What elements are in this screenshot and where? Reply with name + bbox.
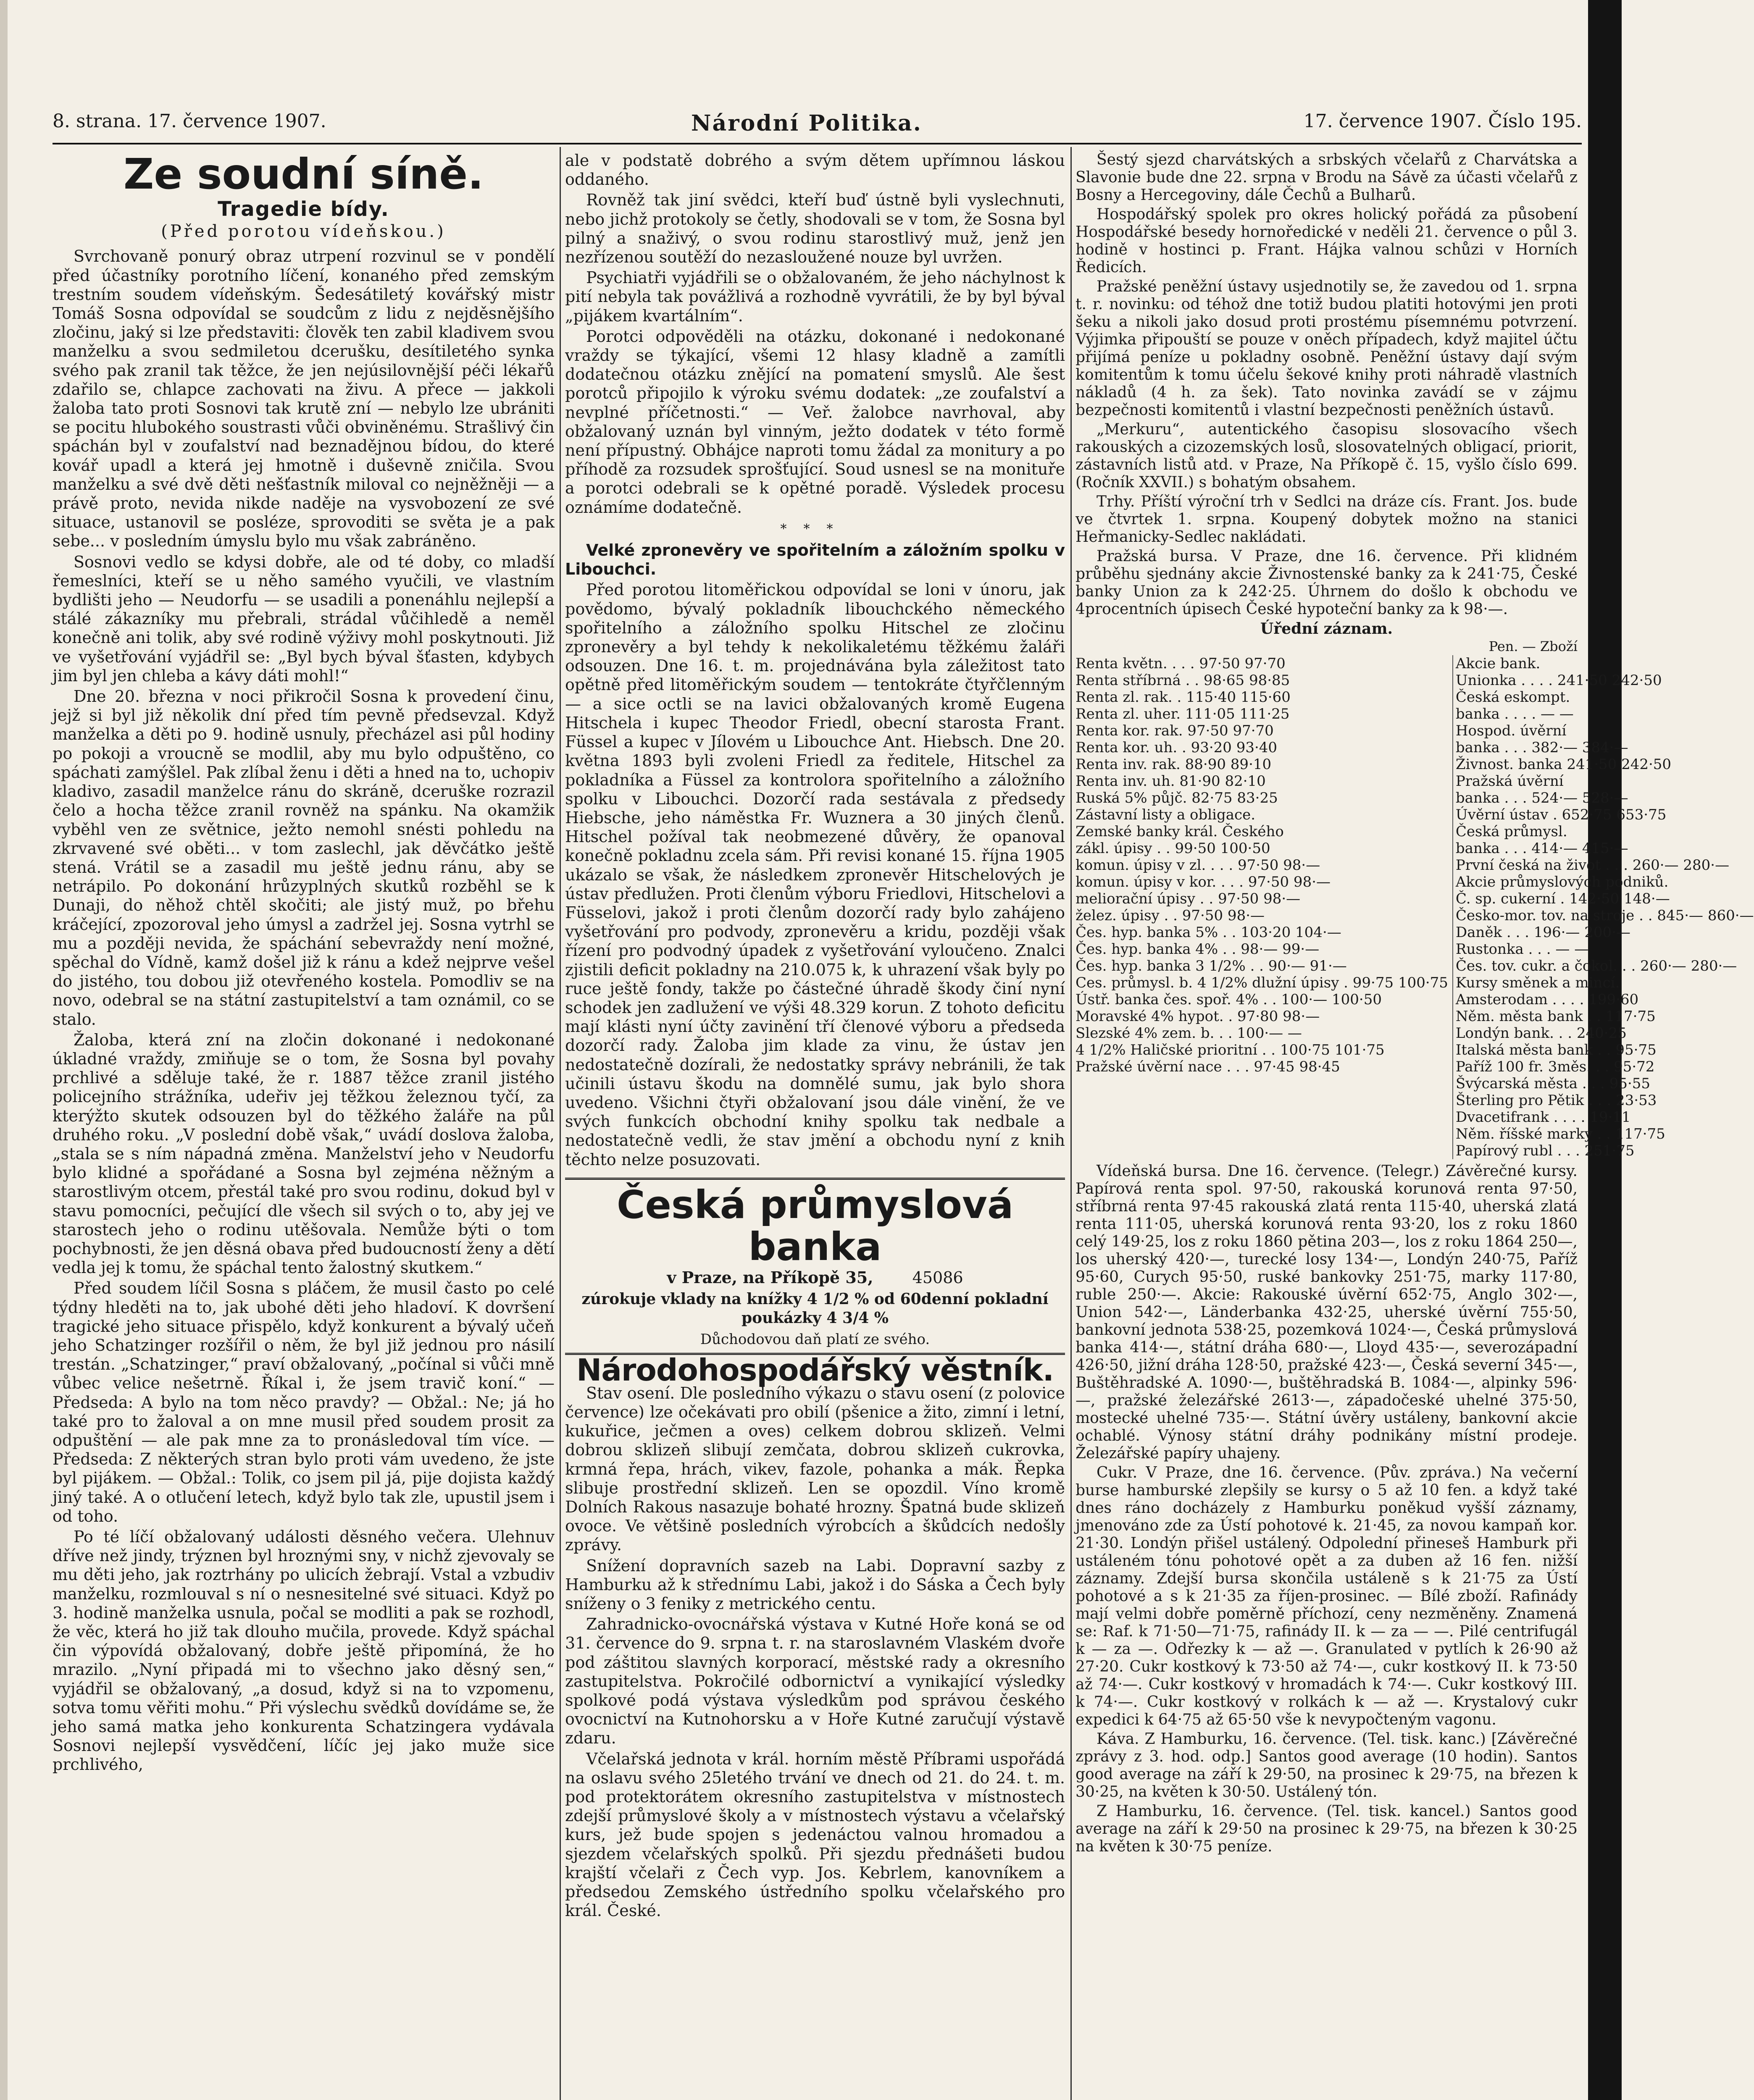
page-header	[53, 107, 1582, 141]
article-title: Tragedie bídy.	[218, 197, 389, 221]
stock-table-cell: Paříž 100 fr. 3měs. . . 95·72	[1452, 1058, 1754, 1075]
stock-table-cell: banka . . . 414·— 415·—	[1452, 840, 1754, 857]
column-3	[1076, 151, 1754, 2100]
bank-ad-address	[565, 1268, 1065, 1287]
bank-ad-rates: zúrokuje vklady na knížky 4 1/2 % od 60denní pokladní poukázky 4 3/4 %	[581, 1290, 1049, 1327]
paragraph: Rovněž tak jiní svědci, kteří buď ústně byli vyslechnuti, nebo jichž protokoly se četly, shodovali se v tom, že Sosna byl pilný a snaživý, o svou rodinu starostlivý muž, jenž jen nezřízenou soutěží do nezasloužené nouze byl uvržen.	[565, 191, 1065, 267]
header-right: 17. července 1907. Číslo 195.	[1303, 110, 1582, 132]
header-left: 8. strana. 17. července 1907.	[53, 110, 326, 132]
stock-table-cell: Moravské 4% hypot. . 97·80 98·—	[1076, 1008, 1320, 1025]
stock-table-cell: Slezské 4% zem. b. . . 100·— —	[1076, 1025, 1302, 1042]
stock-table-cell: Něm. města bank . . 117·75	[1452, 1008, 1754, 1025]
stock-table-cell: Úvěrní ústav . 652·75 653·75	[1452, 806, 1754, 823]
stock-table-cell: Zemské banky král. Českého	[1076, 823, 1284, 840]
paragraph: Hospodářský spolek pro okres holický pořádá za působení Hospodářské besedy hornoředické v neděli 21. července o půl 3. hodině v hostinci p. Frant. Hájka valnou schůzi v Horních Ředicích.	[1076, 206, 1578, 276]
stock-table-cell: zákl. úpisy . . 99·50 100·50	[1076, 840, 1270, 857]
header-rule	[53, 143, 1582, 144]
paragraph: Porotci odpověděli na otázku, dokonané i nedokonané vraždy se týkající, všemi 12 hlasy kladně a zamítli dodatečnou otázku znějící na pomatení smyslů. Ale šest porotců připojilo k výroku svému dodatek: „ze zoufalství a nevplné příčetnosti.“ — Veř. žalobce navrhoval, aby obžalovaný uznán byl vinným, ježto dodatek v této formě není přípustný. Obhájce naproti tomu žádal za moniturу a po příhodě za rozsudek sprošťující. Soud usnesl se na monituře a porotci odebrali se k opětné poradě. Výsledek procesu oznámíme dodatečně.	[565, 327, 1065, 517]
stock-table-cell: Živnost. banka 241·50 242·50	[1452, 756, 1754, 773]
article-title: Velké zpronevěry ve spořitelním a záložním spolku v Libouchci.	[565, 541, 1065, 579]
paragraph: Po té líčí obžalovaný události děsného večera. Ulehnuv dříve než jindy, trýznen byl hroznými sny, v nichž zjevovaly se mu děti jeho, jak roztrhány po ulicích žebrají. Vstal a vzbudiv manželku, rozmlouval s ní o nesnesitelné své situaci. Když po 3. hodině manželka usnula, počal se modliti a pak se rozhodl, že věc, která ho již tak dlouho mučila, provede. Když spáchal čin výpovídá obžalovaný, dobře ještě připomíná, že ho mrazilo. „Nyní připadá mi to všechno jako děsný sen,“ vyjádřil se obžalovaný, „a dosud, když si na to vzpomenu, sotva tomu věřiti mohu.“ Při výslechu svědků dovídáme se, že jeho samá matka jeho konkurenta Schatzingera vydávala Sosnovi nejlepší vysvědčení, líčíc jej jako muže sice prchlivého,	[53, 1528, 555, 1774]
economic-section-title: Národohospodářský věstník.	[576, 1352, 1054, 1388]
stock-table-cell: Renta květn. . . . 97·50 97·70	[1076, 655, 1286, 672]
stock-table-cell: Č. sp. cukerní . 142·50 148·—	[1452, 890, 1754, 907]
masthead-title: Národní Politika.	[691, 110, 922, 136]
scan-left-edge	[0, 0, 8, 2100]
stock-table-cell: Renta kor. rak. 97·50 97·70	[1076, 722, 1274, 739]
stock-table-cell: Renta inv. uh. 81·90 82·10	[1076, 773, 1266, 790]
stock-table-cell: meliorační úpisy . . 97·50 98·—	[1076, 890, 1301, 907]
paragraph: Vídeňská bursa. Dne 16. července. (Telegr.) Závěrečné kursy. Papírová renta spol. 97·50, rakouská korunová renta 97·50, stříbrná renta 97·45 rakouská zlatá renta 115·40, uherská zlatá renta 111·05, uherská korunová renta 93·20, los z roku 1860 celý 149·25, los z roku 1860 pětina 203—, los z roku 1864 250—, los uherský 420·—, turecké losy 134·—, Londýn 240·75, Paříž 95·60, Curych 95·50, ruské bankovky 251·75, marky 117·80, ruble 250·—. Akcie: Rakouské úvěrní 652·75, Anglo 302·—, Union 542·—, Länderbanka 432·25, uherské úvěrní 755·50, bankovní jednota 538·25, pozemková 1024·—, Česká průmyslová banka 414·—, státní dráha 680·—, Lloyd 435·—, severozápadní 426·50, jižní dráha 128·50, pražské 423·—, Česká severní 345·—, Buštěhradské A. 1090·—, buštěhradská B. 1084·—, alpinky 596·—, pražské železářské 2613·—, západočeské uhelné 375·50, mostecké uhelné 735·—. Státní úvěry ustáleny, bankovní akcie ochablé. Výnosy státní dráhy podnikány místní prodeje. Železářské papíry uhajeny.	[1076, 1163, 1578, 1462]
stock-table-cell: Něm. říšské marky . . 117·75	[1452, 1126, 1754, 1142]
stock-table-cell	[1076, 1126, 1448, 1142]
paragraph: Pražská bursa. V Praze, dne 16. července. Při klidném průběhu sjednány akcie Živnostenské banky za k 241·75, České banky Union za k 242·25. Úhrnem do došlo k obchodu ve 4procentních úpisech České hypoteční banky za k 98·—.	[1076, 548, 1578, 618]
stock-table-cell: Akcie bank.	[1452, 655, 1754, 672]
stock-table-cell: Renta zl. uher. 111·05 111·25	[1076, 706, 1290, 722]
stock-table-cell: Renta inv. rak. 88·90 89·10	[1076, 756, 1272, 773]
paragraph: „Merkuru“, autentického časopisu slosovacího všech rakouských a cizozemských losů, slosovatelných obligací, priorit, zástavních listů atd. v Praze, Na Příkopě č. 15, vyšlo číslo 699. (Ročník XXVII.) s bohatým obsahem.	[1076, 421, 1578, 491]
paragraph: ale v podstatě dobrého a svým dětem upřímnou láskou oddaného.	[565, 151, 1065, 189]
stock-table-cell: Amsterodam . . . . 199·60	[1452, 991, 1754, 1008]
stock-table-cell: První česká na život . . . 260·— 280·—	[1452, 857, 1754, 874]
paragraph: Před porotou litoměřickou odpovídal se loni v únoru, jak povědomo, bývalý pokladník libouchckého německého spořitelního a záložního spolku Hitschel ze zločinu zpronevěry a byl tehdy k nekolikaletému těžkému žaláři odsouzen. Dne 16. t. m. projednávána byla záležitost tato opětně před litoměřickým soudem — tentokráte čtyřčlenným — a sice octli se na lavici obžalovaných kromě Eugena Hitschela i kupec Theodor Friedl, obecní starosta Frant. Füssel a kupec v Jílovém u Libouchce Ant. Hiebsch. Dne 20. května 1893 byli zvoleni Friedl za ředitele, Hitschel za pokladníka a Füssel za kontrolora spořitelního a záložního spolku v Libouchci. Dozorčí rada sestávala z předsedy Hiebsche, jeho náměstka Fr. Wuznera a 30 jiných členů. Hitschel požíval tak neobmezené důvěry, že opanoval konečně pokladnu zcela sám. Při revisi konané 15. října 1905 ukázalo se však, že následkem zpronevěr Hitschelových je ústav předlužen. Proti členům výboru Friedlovi, Hitschelovi a Füsselovi, jakož i proti členům dozorčí rady bylo zahájeno vyšetřování pro podvody, zpronevěru a kridu, později však řízení pro podvodný úpadek z vyšetřování vyloučeno. Znalci zjistili deficit pokladny na 210.075 k, k uhrazení však byly po ruce ještě fondy, takže po částečné úhradě škody činí nyní schodek jen zadlužení ve výši 48.329 korun. Z tohoto deficitu mají klásti nyní účty zavinění tří členové výboru a předseda dozorčí rady. Žaloba jim klade za vinu, že ústav jen nedostatečně dozírali, že nedostatky správy nebránili, že tak učinili ústavu škodu na domnělé sumu, jak bylo shora uvedeno. Všichni čtyři obžalovaní jsou dále vinění, že ve svých funkcích obchodní knihy spolku tak nedbale a nedostatečně vedli, že stav jmění a obchodu nyní z knih těchto nelze posuzovati.	[565, 580, 1065, 1169]
column-1	[53, 151, 555, 2100]
separator-stars: ***	[780, 521, 850, 536]
stock-table-column-head: Pen. — Zboží	[1488, 638, 1578, 654]
stock-table-cell: Unionka . . . . 241·50 242·50	[1452, 672, 1754, 689]
stock-table-cell: Pražské úvěrní nace . . . 97·45 98·45	[1076, 1058, 1340, 1075]
stock-table-cell: banka . . . 382·— 384·—	[1452, 739, 1754, 756]
stock-table-cell: Renta kor. uh. . 93·20 93·40	[1076, 739, 1278, 756]
stock-table-cell	[1076, 1142, 1448, 1159]
stock-table-cell: banka . . . . — —	[1452, 706, 1754, 722]
stock-table-cell: Čes. hyp. banka 3 1/2% . . 90·— 91·—	[1076, 958, 1347, 974]
column-divider	[1070, 147, 1072, 2100]
paragraph: Sosnovi vedlo se kdysi dobře, ale od té doby, co mladší řemeslníci, kteří se u něho samého vyučili, ve vlastním bydlišti jeho — Neudorfu — se usadili a ponenáhlu nejlepší a stálé zákazníky mu přebrali, strádal vůčihledě a neměl konečně ani tolik, aby své rodině výživy mohl poskytnouti. Již ve vyšetřování vyjádřil se: „Byl bych býval šťasten, kdybych jim byl jen chleba a kávy dáti mohl!“	[53, 552, 555, 685]
stock-table-cell: Ruská 5% půjč. 82·75 83·25	[1076, 790, 1278, 806]
stock-table-cell: Čes. tov. cukr. a čokol. . . 260·— 280·—	[1452, 958, 1754, 974]
paragraph: Pražské peněžní ústavy usjednotily se, že zavedou od 1. srpna t. r. novinku: od téhož dne totiž budou platiti hotovými jen proti šeku a nikoli jako dosud proti prostému písemnému potvrzení. Výjimka připouští se pouze v oněch případech, když majitel účtu přijímá peníze u pokladny osobně. Peněžní ústavy dají svým komitentům k tomu účelu šekové knihy proti náhradě vlastních nákladů (4 h. za šek). Tato novinka zavádí se v zájmu bezpečnosti komitentů i vlastní bezpečnosti peněžních ústavů.	[1076, 278, 1578, 419]
paragraph: Šestý sjezd charvátských a srbských včelařů z Charvátska a Slavonie bude dne 22. srpna v Brodu na Sávě za účasti včelařů z Bosny a Hercegoviny, dále Čechů a Bulharů.	[1076, 151, 1578, 204]
stock-table-cell: Akcie průmyslových podniků.	[1452, 874, 1754, 890]
stock-table-cell: Daněk . . . 196·— 200·—	[1452, 924, 1754, 941]
stock-table-cell: Kursy směnek a mincí.	[1452, 974, 1754, 991]
paragraph: Cukr. V Praze, dne 16. července. (Pův. zpráva.) Na večerní burse hamburské zlepšily se kursy o 5 až 10 fen. a když také dnes ráno docházely z Hamburku poněkud vyšší záznamy, jmenováno zde za Ústí pohotové k. 21·45, za novou kampaň kor. 21·30. Londýn přišel ustálený. Odpolední přineseš Hamburk při ustáleném tónu pohotové opět a za duben až 16 fen. nižší záznamy. Zdejší bursa skončila ustáleně s k 21·75 za Ústí pohotové a s k 21·35 za říjen-prosinec. — Bílé zboží. Rafinády mají velmi dobře poměrně příchozí, ceny nezměněny. Znamená se: Raf. k 71·50—71·75, rafinády II. k — za — —. Pilé centrifugál k — za —. Odřezky k — až —. Granulated v pytlích k 26·90 až 27·20. Cukr kostkový k 73·50 až 74·—, cukr kostkový II. k 73·50 až 74·—. Cukr kostkový v hromadách k 74·—. Cukr kostkový III. k 74·—. Cukr kostkový v rolkách k — až —. Krystalový cukr expedici k 64·75 až 65·50 vše k nevypočteným vagonu.	[1076, 1464, 1578, 1728]
paragraph: Zahradnicko-ovocnářská výstava v Kutné Hoře koná se od 31. července do 9. srpna t. r. na staroslavném Vlaském dvoře pod záštitou slavných korporací, městské rady a okresního zastupitelstva. Pokročilé odbornictví a vynikající výsledky spolkové podá výstava výsledkům pod správou českého ovocnictví na Kutnohorsku a v Hoře Kutné zaručují výstavě zdaru.	[565, 1615, 1065, 1748]
stock-table-cell: Čes. hyp. banka 4% . . 98·— 99·—	[1076, 941, 1320, 958]
stock-table-cell: želez. úpisy . . 97·50 98·—	[1076, 907, 1265, 924]
paragraph: Včelařská jednota v král. horním městě Příbrami uspořádá na oslavu svého 25letého trvání ve dnech od 21. do 24. t. m. pod protektorátem okresního zastupitelstva v místnostech zdejší průmyslové školy a v místnostech výstavu a včelařský kurs, jež bude spojen s jedenáctou valnou hromadou a sjezdem včelařských spolků. Při sjezdu přednášeti budou krajští včelaři z Čech vyp. Jos. Kebrlem, kanovníkem a předsedou Zemského ústředního spolku včelařského pro král. České.	[565, 1749, 1065, 1920]
stock-table-cell: Ústř. banka čes. spoř. 4% . . 100·— 100·50	[1076, 991, 1382, 1008]
bank-address-text: v Praze, na Příkopě 35,	[667, 1268, 873, 1287]
paragraph: Stav osení. Dle posledního výkazu o stavu osení (z polovice července) lze očekávati pro obilí (pšenice a žito, zimní i letní, kukuřice, ječmen a oves) celkem dobrou sklizeň. Velmi dobrou sklizeň slibují zemčata, dobrou sklizeň cukrovka, krmná řepa, hrách, vikev, fazole, pohanka a mák. Řepka slibuje prostřední sklizeň. Len se opozdil. Víno kromě Dolních Rakous nasazuje bohaté hrozny. Špatná bude sklizeň ovoce. Ve většině posledních výrobcích a škůdcích nedošly zprávy.	[565, 1383, 1065, 1554]
stock-table-cell: Dvacetifrank . . . . 19·11	[1452, 1109, 1754, 1126]
stock-table-cell: Čes. hyp. banka 5% . . 103·20 104·—	[1076, 924, 1341, 941]
stock-table-cell: banka . . . 524·— 528·—	[1452, 790, 1754, 806]
stock-table-heading: Úřední záznam.	[1260, 620, 1393, 638]
stock-table-cell: Papírový rubl . . . 251·75	[1452, 1142, 1754, 1159]
stock-table-cell: Londýn bank. . . 240·25	[1452, 1025, 1754, 1042]
stock-table-cell: Renta stříbrná . . 98·65 98·85	[1076, 672, 1290, 689]
stock-table-cell: Česká eskompt.	[1452, 689, 1754, 706]
bank-ad-tax-note: Důchodovou daň platí ze svého.	[565, 1330, 1065, 1354]
stock-table-cell: Zástavní listy a obligace.	[1076, 806, 1256, 823]
bank-ad-code: 45086	[912, 1268, 963, 1287]
stock-table	[1076, 655, 1754, 1159]
stock-table-cell: Pražská úvěrní	[1452, 773, 1754, 790]
paragraph: Dne 20. března v noci přikročil Sosna k provedení činu, jejž si byl již několik dní před tím pevně předsevzal. Když manželka a děti po 9. hodině usnuly, přecházel asi půl hodiny po pokoji a vroucně se modlil, aby mu bylo odpuštěno, co spáchati zamýšlel. Pak zlíbal ženu i děti a hned na to, uchopiv kladivo, zasadil manželce ránu do skráně, dceruške rozrazil čelo a hocha těžce zranil rovněž na spánku. Na okamžik vyběhl ven ze světnice, ježto nemohl snésti pohledu na zkrvavené své oběti... v tom zaslechl, jak děvčátko ještě stená. Vrátil se a zasadil mu ještě jednu ránu, aby se netrápilo. Po dokonání hrůzyplných skutků rozběhl se k Dunaji, do něhož chtěl skočiti; ale jistý muž, po břehu kráčející, zpozoroval jeho úmysl a zadržel jej. Sosna vytrhl se mu a později nevida, že spáchání sebevraždy není možné, spěchal do Vídně, kamž došel již k ránu a kdež nejprve vešel do jistého, tou dobou již otevřeného kostela. Pomodliv se na novo, odebral se na státní zastupitelství a tam oznámil, co se stalo.	[53, 687, 555, 1029]
stock-table-cell: Švýcarská města . . . 95·55	[1452, 1075, 1754, 1092]
stock-table-cell: komun. úpisy v zl. . . . 97·50 98·—	[1076, 857, 1320, 874]
stock-table-cell: Česká průmysl.	[1452, 823, 1754, 840]
stock-table-cell	[1076, 1109, 1448, 1126]
stock-table-cell: 4 1/2% Haličské prioritní . . 100·75 101·75	[1076, 1042, 1385, 1058]
paragraph: Snížení dopravních sazeb na Labi. Dopravní sazby z Hamburku až k střednímu Labi, jakož i do Sáska a Čech byly sníženy o 3 feniky z metrického centu.	[565, 1556, 1065, 1613]
paragraph: Před soudem líčil Sosna s pláčem, že musil často po celé týdny hleděti na to, jak ubohé děti jeho hladoví. K dovršení tragické jeho situace přispělo, když konkurent a bývalý učeň jeho Schatzinger rozšířil o něm, že byl již jednou pro násilí trestán. „Schatzinger,“ praví obžalovaný, „počínal si vůči mně vůbec velice nešetrně. Říkal i, že jsem travič koní.“ — Předseda: A bylo na tom něco pravdy? — Obžal.: Ne; já ho také pro to žaloval a on mne musil před soudem prosit za odpuštění — ale pak mne za to pronásledoval tím více. — Předseda: Z některých stran bylo proti vám uvedeno, že jste byl pijákem. — Obžal.: Tolik, co jsem pil já, pije dojista každý jiný také. A o otlučení letech, když bylo tak zle, upustil jsem i od toho.	[53, 1279, 555, 1525]
stock-table-cell: Šterling pro Pětik . . . 23·53	[1452, 1092, 1754, 1109]
stock-table-cell: Renta zl. rak. . 115·40 115·60	[1076, 689, 1291, 706]
column-2	[565, 151, 1065, 2100]
paragraph: Z Hamburku, 16. července. (Tel. tisk. kancel.) Santos good average na září k 29·50 na prosinec k 29·75, na březen k 30·25 na květen k 30·75 peníze.	[1076, 1803, 1578, 1855]
stock-table-cell: Česko-mor. tov. na stroje . . 845·— 860·—	[1452, 907, 1754, 924]
column-divider	[560, 147, 561, 2100]
stock-table-cell: komun. úpisy v kor. . . . 97·50 98·—	[1076, 874, 1331, 890]
bank-ad-title: Česká průmyslová banka	[565, 1178, 1065, 1268]
stock-table-cell: Hospod. úvěrní	[1452, 722, 1754, 739]
stock-table-cell: Italská města bank . . 95·75	[1452, 1042, 1754, 1058]
article-subtitle: (Před porotou vídeňskou.)	[161, 222, 446, 242]
paragraph: Trhy. Příští výroční trh v Sedlci na dráze cís. Frant. Jos. bude ve čtvrtek 1. srpna. Koupený dobytek možno na stanici Heřmanicky-Sedlec nakládati.	[1076, 493, 1578, 546]
section-title: Ze soudní síně.	[123, 150, 484, 199]
stock-table-cell	[1076, 1075, 1448, 1092]
paragraph: Káva. Z Hamburku, 16. července. (Tel. tisk. kanc.) [Závěrečné zprávy z 3. hod. odp.] Santos good average (10 hodin). Santos good average na září k 29·50, na prosinec k 29·75, na březen k 30·25, na květen k 30·50. Ustálený tón.	[1076, 1730, 1578, 1801]
stock-table-cell	[1076, 1092, 1448, 1109]
paragraph: Žaloba, která zní na zločin dokonané i nedokonané úkladné vraždy, zmiňuje se o tom, že Sosna byl povahy prchlivé a sděluje také, že r. 1887 těžce zranil jistého policejního strážníka, udeřiv jej těžkou železnou tyčí, za kterýžto skutek odsouzen byl do těžkého žaláře na půl druhého roku. „V poslední době však,“ uvádí doslova žaloba, „stala se s ním nápadná změna. Manželství jeho v Neudorfu bylo klidné a spořádané a Sosna byl zejména něžným a starostlivým otcem, přestál také pro svou rodinu, dokud byl v stavu pomocníci, pečující dle všech sil svých o to, aby jej ve starostech jeho o rodinu utěšovala. Nemůže býti o tom pochybnosti, že jen děsná obava před budoucností ženy a dětí vedla jej k tomu, že spáchal tento žalostný skutkem.“	[53, 1030, 555, 1277]
paragraph: Svrchovaně ponurý obraz utrpení rozvinul se v pondělí před účastníky porotního líčení, konaného před zemským trestním soudem vídeňským. Šedesátiletý kovářský mistr Tomáš Sosna odpovídal se soudcům z lidu z nejděsnějšího zločinu, jaký si lze představiti: člověk ten zabil kladivem svou manželku a svou sedmiletou dcerušku, desítiletého synka svého pak zranil tak těžce, že jen nejúsilovnější péči lékařů zdařilo se, chlapce zachovati na živu. A přece — jakkoli žaloba tato proti Sosnovi tak krutě zní — nebylo lze ubrániti se pocitu hlubokého soustrasti vůči obviněnému. Strašlivý čin spáchán byl v zoufalství nad beznadějnou bídou, do které kovář upadl a která jej hmotně i duševně zničila. Svou manželku a své dvě děti nešťastník miloval co nejněžněji — a právě proto, nevida nikde naděje na vysvobození ze své situace, ustanovil se posléze, sprovoditi se světa je a pak sebe... v posledním úmyslu bylo mu však zabráněno.	[53, 247, 555, 551]
paragraph: Psychiatři vyjádřili se o obžalovaném, že jeho náchylnost k pití nebyla tak povážlivá a rozhodně vyvrátili, že by byl býval „pijákem kvartálním“.	[565, 268, 1065, 325]
stock-table-cell: Ces. průmysl. b. 4 1/2% dlužní úpisy . 99·75 100·75	[1076, 974, 1448, 991]
stock-table-cell: Rustonka . . . — —	[1452, 941, 1754, 958]
